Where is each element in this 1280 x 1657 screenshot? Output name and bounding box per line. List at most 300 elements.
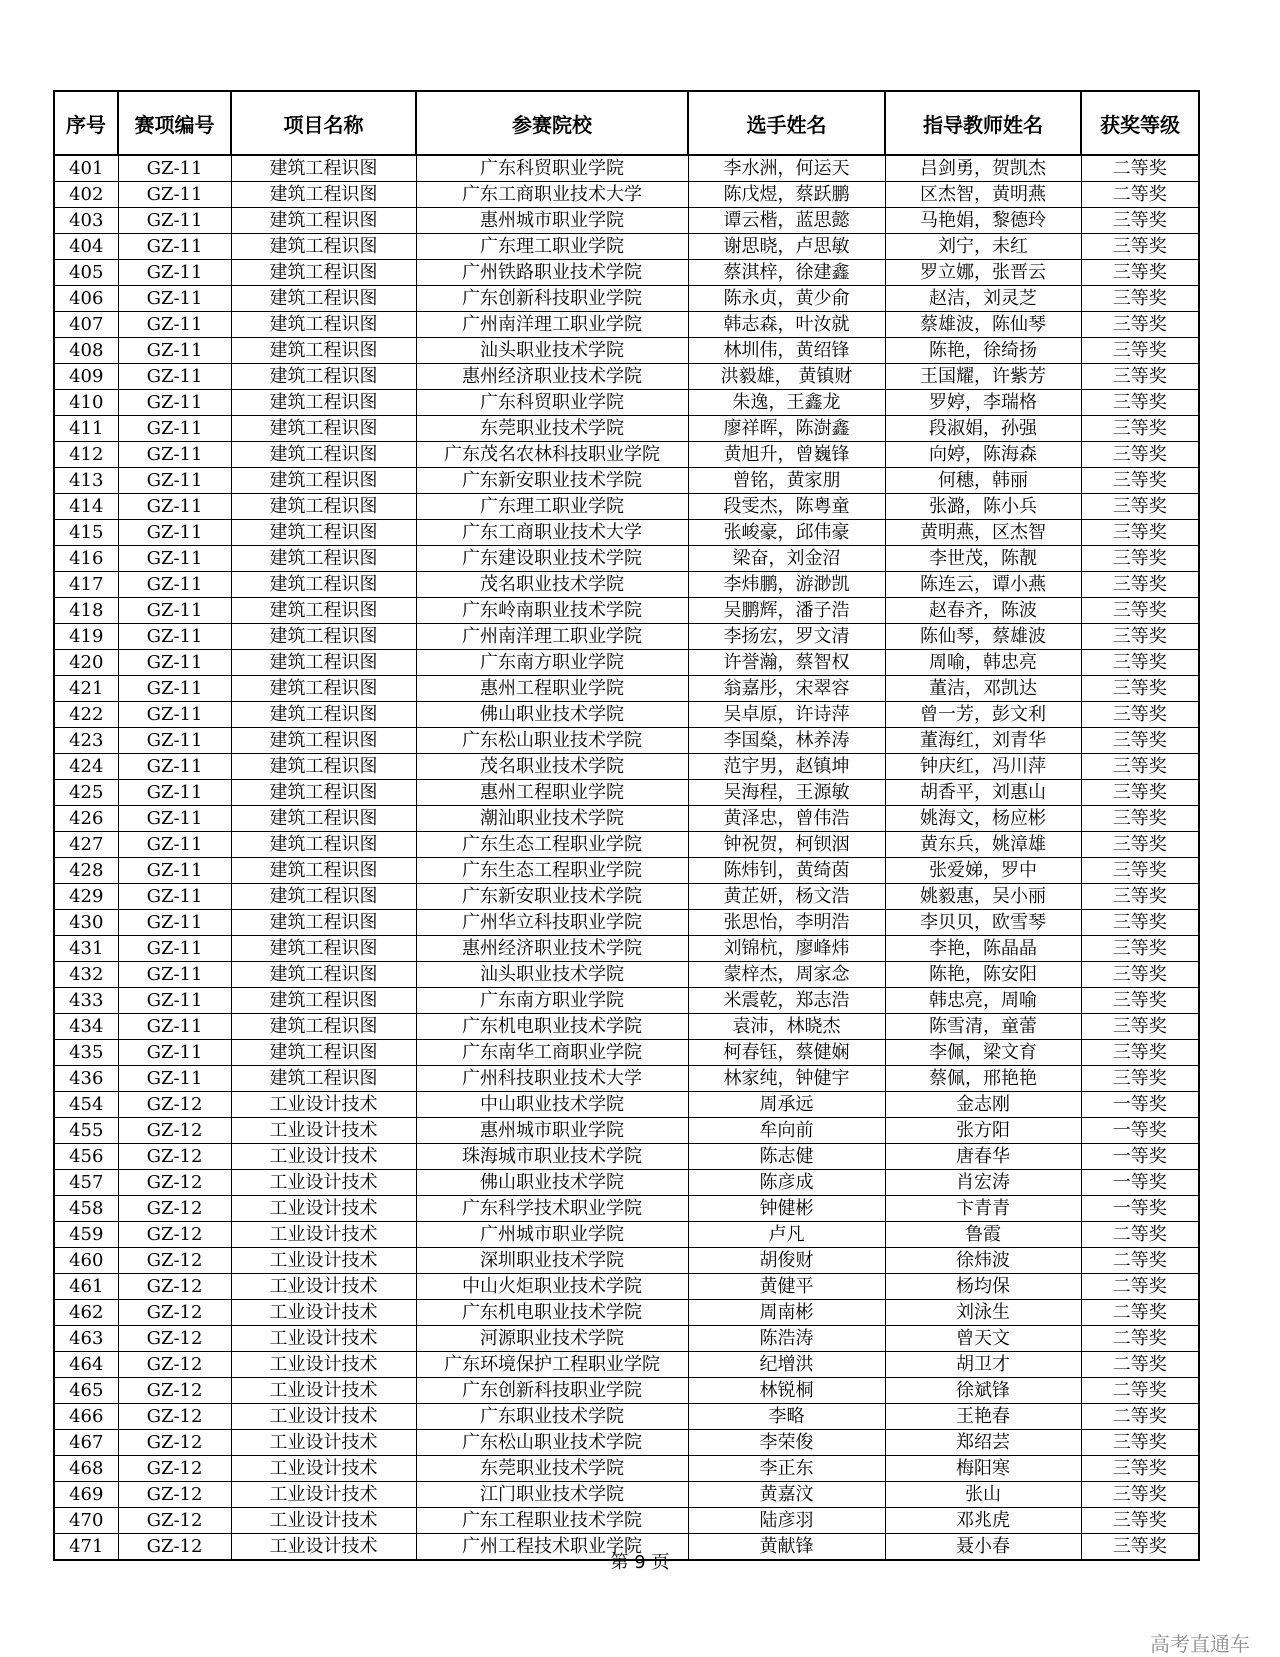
cell-instructor: 张山 bbox=[885, 1482, 1081, 1508]
cell-contestant: 黄嘉汶 bbox=[688, 1482, 885, 1508]
cell-index: 456 bbox=[54, 1144, 118, 1170]
cell-instructor: 姚海文，杨应彬 bbox=[885, 806, 1081, 832]
table-row bbox=[54, 182, 1199, 208]
cell-index: 454 bbox=[54, 1092, 118, 1118]
cell-school: 广东科贸职业学院 bbox=[416, 390, 688, 416]
table-row bbox=[54, 1196, 1199, 1222]
cell-school: 广东新安职业技术学院 bbox=[416, 884, 688, 910]
cell-event-code: GZ-11 bbox=[118, 650, 231, 676]
cell-award-level: 三等奖 bbox=[1081, 988, 1199, 1014]
table-row bbox=[54, 676, 1199, 702]
cell-instructor: 卞青青 bbox=[885, 1196, 1081, 1222]
cell-project-name: 建筑工程识图 bbox=[231, 155, 416, 182]
cell-award-level: 一等奖 bbox=[1081, 1170, 1199, 1196]
cell-project-name: 工业设计技术 bbox=[231, 1170, 416, 1196]
cell-project-name: 建筑工程识图 bbox=[231, 468, 416, 494]
table-row bbox=[54, 312, 1199, 338]
cell-contestant: 牟向前 bbox=[688, 1118, 885, 1144]
table-row bbox=[54, 364, 1199, 390]
cell-index: 413 bbox=[54, 468, 118, 494]
cell-index: 430 bbox=[54, 910, 118, 936]
cell-index: 436 bbox=[54, 1066, 118, 1092]
table-row bbox=[54, 494, 1199, 520]
cell-contestant: 吴鹏辉，潘子浩 bbox=[688, 598, 885, 624]
cell-contestant: 刘锦杭，廖峰炜 bbox=[688, 936, 885, 962]
cell-award-level: 三等奖 bbox=[1081, 702, 1199, 728]
cell-school: 深圳职业技术学院 bbox=[416, 1248, 688, 1274]
cell-index: 414 bbox=[54, 494, 118, 520]
cell-instructor: 金志刚 bbox=[885, 1092, 1081, 1118]
cell-event-code: GZ-11 bbox=[118, 988, 231, 1014]
cell-award-level: 二等奖 bbox=[1081, 182, 1199, 208]
cell-project-name: 建筑工程识图 bbox=[231, 728, 416, 754]
cell-contestant: 谢思晓，卢思敏 bbox=[688, 234, 885, 260]
cell-event-code: GZ-12 bbox=[118, 1378, 231, 1404]
cell-award-level: 三等奖 bbox=[1081, 468, 1199, 494]
table-row bbox=[54, 572, 1199, 598]
table-row bbox=[54, 390, 1199, 416]
cell-event-code: GZ-12 bbox=[118, 1430, 231, 1456]
cell-event-code: GZ-12 bbox=[118, 1300, 231, 1326]
cell-school: 广东科学技术职业学院 bbox=[416, 1196, 688, 1222]
table-row bbox=[54, 1326, 1199, 1352]
cell-event-code: GZ-11 bbox=[118, 1014, 231, 1040]
cell-award-level: 三等奖 bbox=[1081, 520, 1199, 546]
cell-award-level: 一等奖 bbox=[1081, 1196, 1199, 1222]
cell-index: 423 bbox=[54, 728, 118, 754]
cell-school: 茂名职业技术学院 bbox=[416, 754, 688, 780]
cell-award-level: 三等奖 bbox=[1081, 1456, 1199, 1482]
cell-index: 463 bbox=[54, 1326, 118, 1352]
cell-index: 470 bbox=[54, 1508, 118, 1534]
cell-project-name: 工业设计技术 bbox=[231, 1144, 416, 1170]
cell-contestant: 米震乾，郑志浩 bbox=[688, 988, 885, 1014]
cell-instructor: 陈仙琴，蔡雄波 bbox=[885, 624, 1081, 650]
table-row bbox=[54, 1040, 1199, 1066]
cell-project-name: 工业设计技术 bbox=[231, 1508, 416, 1534]
cell-event-code: GZ-12 bbox=[118, 1534, 231, 1561]
cell-contestant: 李炜鹏，游渺凯 bbox=[688, 572, 885, 598]
cell-index: 429 bbox=[54, 884, 118, 910]
cell-contestant: 张思怡，李明浩 bbox=[688, 910, 885, 936]
cell-event-code: GZ-11 bbox=[118, 364, 231, 390]
cell-contestant: 钟祝贺，柯钡洇 bbox=[688, 832, 885, 858]
table-row bbox=[54, 260, 1199, 286]
table-row bbox=[54, 1300, 1199, 1326]
table-row bbox=[54, 1144, 1199, 1170]
cell-instructor: 李佩，梁文育 bbox=[885, 1040, 1081, 1066]
cell-school: 广东工程职业技术学院 bbox=[416, 1508, 688, 1534]
cell-school: 广州科技职业技术大学 bbox=[416, 1066, 688, 1092]
cell-index: 415 bbox=[54, 520, 118, 546]
cell-project-name: 建筑工程识图 bbox=[231, 936, 416, 962]
cell-event-code: GZ-11 bbox=[118, 728, 231, 754]
cell-school: 广东松山职业技术学院 bbox=[416, 1430, 688, 1456]
cell-project-name: 建筑工程识图 bbox=[231, 390, 416, 416]
table-row bbox=[54, 442, 1199, 468]
cell-contestant: 李水洲，何运天 bbox=[688, 155, 885, 182]
table-row bbox=[54, 468, 1199, 494]
cell-instructor: 刘宁，未红 bbox=[885, 234, 1081, 260]
cell-event-code: GZ-11 bbox=[118, 624, 231, 650]
cell-award-level: 三等奖 bbox=[1081, 832, 1199, 858]
cell-project-name: 建筑工程识图 bbox=[231, 676, 416, 702]
cell-instructor: 韩忠亮，周喻 bbox=[885, 988, 1081, 1014]
cell-school: 广东机电职业技术学院 bbox=[416, 1014, 688, 1040]
cell-event-code: GZ-12 bbox=[118, 1404, 231, 1430]
header-school: 参赛院校 bbox=[416, 91, 688, 155]
cell-event-code: GZ-12 bbox=[118, 1508, 231, 1534]
cell-award-level: 三等奖 bbox=[1081, 234, 1199, 260]
cell-instructor: 黄明燕，区杰智 bbox=[885, 520, 1081, 546]
table-row bbox=[54, 1404, 1199, 1430]
cell-index: 434 bbox=[54, 1014, 118, 1040]
cell-award-level: 三等奖 bbox=[1081, 624, 1199, 650]
table-row bbox=[54, 1274, 1199, 1300]
cell-contestant: 廖祥晖，陈澍鑫 bbox=[688, 416, 885, 442]
cell-contestant: 黄健平 bbox=[688, 1274, 885, 1300]
cell-school: 广东南华工商职业学院 bbox=[416, 1040, 688, 1066]
cell-project-name: 建筑工程识图 bbox=[231, 1066, 416, 1092]
table-row bbox=[54, 234, 1199, 260]
cell-contestant: 朱逸，王鑫龙 bbox=[688, 390, 885, 416]
cell-event-code: GZ-11 bbox=[118, 208, 231, 234]
cell-project-name: 工业设计技术 bbox=[231, 1118, 416, 1144]
cell-event-code: GZ-11 bbox=[118, 390, 231, 416]
cell-event-code: GZ-12 bbox=[118, 1326, 231, 1352]
cell-project-name: 建筑工程识图 bbox=[231, 650, 416, 676]
table-row bbox=[54, 1508, 1199, 1534]
cell-award-level: 三等奖 bbox=[1081, 650, 1199, 676]
cell-index: 416 bbox=[54, 546, 118, 572]
table-row bbox=[54, 1248, 1199, 1274]
cell-project-name: 建筑工程识图 bbox=[231, 208, 416, 234]
cell-award-level: 三等奖 bbox=[1081, 286, 1199, 312]
cell-award-level: 三等奖 bbox=[1081, 364, 1199, 390]
cell-school: 广东新安职业技术学院 bbox=[416, 468, 688, 494]
cell-event-code: GZ-11 bbox=[118, 1066, 231, 1092]
cell-instructor: 罗立娜，张晋云 bbox=[885, 260, 1081, 286]
cell-project-name: 建筑工程识图 bbox=[231, 962, 416, 988]
cell-project-name: 工业设计技术 bbox=[231, 1092, 416, 1118]
cell-event-code: GZ-11 bbox=[118, 1040, 231, 1066]
cell-contestant: 翁嘉彤，宋翠容 bbox=[688, 676, 885, 702]
cell-instructor: 罗婷，李瑞格 bbox=[885, 390, 1081, 416]
table-row bbox=[54, 962, 1199, 988]
cell-event-code: GZ-11 bbox=[118, 754, 231, 780]
cell-school: 惠州经济职业技术学院 bbox=[416, 936, 688, 962]
cell-school: 佛山职业技术学院 bbox=[416, 1170, 688, 1196]
cell-school: 广东理工职业学院 bbox=[416, 234, 688, 260]
cell-award-level: 三等奖 bbox=[1081, 910, 1199, 936]
cell-instructor: 徐斌锋 bbox=[885, 1378, 1081, 1404]
cell-contestant: 黄泽忠，曾伟浩 bbox=[688, 806, 885, 832]
cell-index: 455 bbox=[54, 1118, 118, 1144]
cell-project-name: 建筑工程识图 bbox=[231, 572, 416, 598]
cell-contestant: 陈戊煜，蔡跃鹏 bbox=[688, 182, 885, 208]
cell-index: 458 bbox=[54, 1196, 118, 1222]
cell-contestant: 陈彦成 bbox=[688, 1170, 885, 1196]
cell-award-level: 三等奖 bbox=[1081, 936, 1199, 962]
cell-school: 惠州城市职业学院 bbox=[416, 1118, 688, 1144]
cell-event-code: GZ-11 bbox=[118, 182, 231, 208]
cell-index: 433 bbox=[54, 988, 118, 1014]
cell-contestant: 柯春钰，蔡健娴 bbox=[688, 1040, 885, 1066]
table-row bbox=[54, 702, 1199, 728]
cell-award-level: 二等奖 bbox=[1081, 155, 1199, 182]
cell-project-name: 建筑工程识图 bbox=[231, 546, 416, 572]
cell-project-name: 工业设计技术 bbox=[231, 1196, 416, 1222]
cell-index: 420 bbox=[54, 650, 118, 676]
cell-contestant: 蔡淇梓，徐建鑫 bbox=[688, 260, 885, 286]
cell-contestant: 李扬宏，罗文清 bbox=[688, 624, 885, 650]
cell-contestant: 段雯杰，陈粤童 bbox=[688, 494, 885, 520]
cell-school: 广东生态工程职业学院 bbox=[416, 858, 688, 884]
cell-school: 广东职业技术学院 bbox=[416, 1404, 688, 1430]
cell-index: 402 bbox=[54, 182, 118, 208]
table-row bbox=[54, 884, 1199, 910]
cell-instructor: 李艳，陈晶晶 bbox=[885, 936, 1081, 962]
cell-index: 412 bbox=[54, 442, 118, 468]
cell-contestant: 蒙梓杰，周家念 bbox=[688, 962, 885, 988]
cell-contestant: 周承远 bbox=[688, 1092, 885, 1118]
cell-award-level: 三等奖 bbox=[1081, 1066, 1199, 1092]
table-row bbox=[54, 1482, 1199, 1508]
cell-school: 河源职业技术学院 bbox=[416, 1326, 688, 1352]
cell-contestant: 钟健彬 bbox=[688, 1196, 885, 1222]
cell-index: 428 bbox=[54, 858, 118, 884]
cell-award-level: 三等奖 bbox=[1081, 546, 1199, 572]
table-row bbox=[54, 1222, 1199, 1248]
cell-award-level: 三等奖 bbox=[1081, 1430, 1199, 1456]
cell-award-level: 一等奖 bbox=[1081, 1118, 1199, 1144]
cell-contestant: 林锐桐 bbox=[688, 1378, 885, 1404]
cell-project-name: 工业设计技术 bbox=[231, 1430, 416, 1456]
table-body bbox=[54, 155, 1199, 1560]
cell-school: 惠州工程职业学院 bbox=[416, 676, 688, 702]
cell-contestant: 陈浩涛 bbox=[688, 1326, 885, 1352]
cell-award-level: 三等奖 bbox=[1081, 416, 1199, 442]
cell-award-level: 三等奖 bbox=[1081, 390, 1199, 416]
cell-instructor: 李贝贝，欧雪琴 bbox=[885, 910, 1081, 936]
table-row bbox=[54, 338, 1199, 364]
cell-index: 417 bbox=[54, 572, 118, 598]
cell-award-level: 三等奖 bbox=[1081, 1534, 1199, 1561]
table-row bbox=[54, 1352, 1199, 1378]
cell-index: 410 bbox=[54, 390, 118, 416]
table-row bbox=[54, 1378, 1199, 1404]
table-row bbox=[54, 728, 1199, 754]
cell-index: 431 bbox=[54, 936, 118, 962]
cell-instructor: 王国耀，许紫芳 bbox=[885, 364, 1081, 390]
cell-project-name: 工业设计技术 bbox=[231, 1482, 416, 1508]
cell-contestant: 林圳伟，黄绍锋 bbox=[688, 338, 885, 364]
cell-event-code: GZ-11 bbox=[118, 416, 231, 442]
cell-instructor: 徐炜波 bbox=[885, 1248, 1081, 1274]
cell-instructor: 杨均保 bbox=[885, 1274, 1081, 1300]
cell-award-level: 三等奖 bbox=[1081, 442, 1199, 468]
cell-instructor: 梅阳寒 bbox=[885, 1456, 1081, 1482]
cell-contestant: 黄旭升，曾巍锋 bbox=[688, 442, 885, 468]
cell-project-name: 建筑工程识图 bbox=[231, 494, 416, 520]
cell-event-code: GZ-11 bbox=[118, 962, 231, 988]
cell-event-code: GZ-12 bbox=[118, 1222, 231, 1248]
cell-school: 珠海城市职业技术学院 bbox=[416, 1144, 688, 1170]
cell-project-name: 工业设计技术 bbox=[231, 1404, 416, 1430]
cell-event-code: GZ-12 bbox=[118, 1196, 231, 1222]
cell-index: 418 bbox=[54, 598, 118, 624]
table-row bbox=[54, 754, 1199, 780]
cell-contestant: 黄芷妍，杨文浩 bbox=[688, 884, 885, 910]
cell-contestant: 纪增洪 bbox=[688, 1352, 885, 1378]
cell-instructor: 曾一芳，彭文利 bbox=[885, 702, 1081, 728]
cell-instructor: 鲁霞 bbox=[885, 1222, 1081, 1248]
cell-project-name: 建筑工程识图 bbox=[231, 364, 416, 390]
header-contestant: 选手姓名 bbox=[688, 91, 885, 155]
cell-event-code: GZ-12 bbox=[118, 1248, 231, 1274]
cell-event-code: GZ-11 bbox=[118, 312, 231, 338]
cell-award-level: 三等奖 bbox=[1081, 312, 1199, 338]
cell-award-level: 三等奖 bbox=[1081, 260, 1199, 286]
cell-project-name: 建筑工程识图 bbox=[231, 806, 416, 832]
cell-school: 广东生态工程职业学院 bbox=[416, 832, 688, 858]
table-row bbox=[54, 1092, 1199, 1118]
table-row bbox=[54, 832, 1199, 858]
cell-project-name: 建筑工程识图 bbox=[231, 182, 416, 208]
cell-event-code: GZ-11 bbox=[118, 598, 231, 624]
cell-project-name: 建筑工程识图 bbox=[231, 260, 416, 286]
cell-award-level: 三等奖 bbox=[1081, 806, 1199, 832]
cell-award-level: 二等奖 bbox=[1081, 1274, 1199, 1300]
cell-school: 汕头职业技术学院 bbox=[416, 338, 688, 364]
cell-event-code: GZ-11 bbox=[118, 806, 231, 832]
cell-instructor: 姚毅惠，吴小丽 bbox=[885, 884, 1081, 910]
cell-index: 406 bbox=[54, 286, 118, 312]
cell-event-code: GZ-12 bbox=[118, 1274, 231, 1300]
cell-instructor: 郑绍芸 bbox=[885, 1430, 1081, 1456]
cell-index: 408 bbox=[54, 338, 118, 364]
cell-project-name: 建筑工程识图 bbox=[231, 754, 416, 780]
cell-instructor: 王艳春 bbox=[885, 1404, 1081, 1430]
cell-school: 广州南洋理工职业学院 bbox=[416, 312, 688, 338]
cell-index: 422 bbox=[54, 702, 118, 728]
cell-event-code: GZ-11 bbox=[118, 832, 231, 858]
cell-instructor: 曾天文 bbox=[885, 1326, 1081, 1352]
table-row bbox=[54, 624, 1199, 650]
cell-project-name: 建筑工程识图 bbox=[231, 338, 416, 364]
cell-index: 460 bbox=[54, 1248, 118, 1274]
cell-school: 中山职业技术学院 bbox=[416, 1092, 688, 1118]
cell-project-name: 建筑工程识图 bbox=[231, 624, 416, 650]
cell-index: 427 bbox=[54, 832, 118, 858]
header-award-level: 获奖等级 bbox=[1081, 91, 1199, 155]
table-row bbox=[54, 1456, 1199, 1482]
cell-contestant: 梁奋，刘金沼 bbox=[688, 546, 885, 572]
cell-school: 汕头职业技术学院 bbox=[416, 962, 688, 988]
cell-instructor: 马艳娟，黎德玲 bbox=[885, 208, 1081, 234]
cell-event-code: GZ-11 bbox=[118, 260, 231, 286]
table-row bbox=[54, 858, 1199, 884]
cell-school: 佛山职业技术学院 bbox=[416, 702, 688, 728]
table-row bbox=[54, 806, 1199, 832]
cell-contestant: 吴海程，王源敏 bbox=[688, 780, 885, 806]
cell-award-level: 二等奖 bbox=[1081, 1378, 1199, 1404]
table-row bbox=[54, 650, 1199, 676]
cell-school: 广东创新科技职业学院 bbox=[416, 286, 688, 312]
cell-project-name: 建筑工程识图 bbox=[231, 832, 416, 858]
cell-project-name: 建筑工程识图 bbox=[231, 910, 416, 936]
cell-index: 462 bbox=[54, 1300, 118, 1326]
cell-award-level: 二等奖 bbox=[1081, 1222, 1199, 1248]
cell-instructor: 邓兆虎 bbox=[885, 1508, 1081, 1534]
cell-school: 广州华立科技职业学院 bbox=[416, 910, 688, 936]
cell-award-level: 三等奖 bbox=[1081, 208, 1199, 234]
cell-school: 广州工程技术职业学院 bbox=[416, 1534, 688, 1561]
cell-event-code: GZ-11 bbox=[118, 910, 231, 936]
table-row bbox=[54, 1014, 1199, 1040]
table-row bbox=[54, 208, 1199, 234]
table-row bbox=[54, 1430, 1199, 1456]
cell-award-level: 三等奖 bbox=[1081, 754, 1199, 780]
cell-school: 广州南洋理工职业学院 bbox=[416, 624, 688, 650]
cell-event-code: GZ-12 bbox=[118, 1456, 231, 1482]
table-row bbox=[54, 1118, 1199, 1144]
cell-index: 469 bbox=[54, 1482, 118, 1508]
cell-index: 405 bbox=[54, 260, 118, 286]
cell-award-level: 三等奖 bbox=[1081, 858, 1199, 884]
cell-project-name: 工业设计技术 bbox=[231, 1300, 416, 1326]
header-instructor: 指导教师姓名 bbox=[885, 91, 1081, 155]
cell-instructor: 陈雪清，童蕾 bbox=[885, 1014, 1081, 1040]
cell-index: 411 bbox=[54, 416, 118, 442]
cell-contestant: 李荣俊 bbox=[688, 1430, 885, 1456]
cell-instructor: 张爱娣，罗中 bbox=[885, 858, 1081, 884]
cell-instructor: 张方阳 bbox=[885, 1118, 1081, 1144]
cell-school: 惠州经济职业技术学院 bbox=[416, 364, 688, 390]
cell-instructor: 蔡雄波，陈仙琴 bbox=[885, 312, 1081, 338]
cell-school: 惠州工程职业学院 bbox=[416, 780, 688, 806]
cell-index: 467 bbox=[54, 1430, 118, 1456]
cell-event-code: GZ-11 bbox=[118, 520, 231, 546]
cell-index: 464 bbox=[54, 1352, 118, 1378]
cell-index: 426 bbox=[54, 806, 118, 832]
cell-school: 东莞职业技术学院 bbox=[416, 416, 688, 442]
cell-instructor: 唐春华 bbox=[885, 1144, 1081, 1170]
cell-index: 421 bbox=[54, 676, 118, 702]
cell-award-level: 一等奖 bbox=[1081, 1144, 1199, 1170]
cell-school: 广东茂名农林科技职业学院 bbox=[416, 442, 688, 468]
cell-instructor: 董海红，刘青华 bbox=[885, 728, 1081, 754]
cell-school: 广东建设职业技术学院 bbox=[416, 546, 688, 572]
cell-index: 403 bbox=[54, 208, 118, 234]
cell-award-level: 三等奖 bbox=[1081, 338, 1199, 364]
cell-event-code: GZ-11 bbox=[118, 702, 231, 728]
cell-index: 424 bbox=[54, 754, 118, 780]
cell-award-level: 二等奖 bbox=[1081, 1326, 1199, 1352]
cell-school: 广东机电职业技术学院 bbox=[416, 1300, 688, 1326]
cell-instructor: 赵洁，刘灵芝 bbox=[885, 286, 1081, 312]
cell-school: 茂名职业技术学院 bbox=[416, 572, 688, 598]
cell-school: 东莞职业技术学院 bbox=[416, 1456, 688, 1482]
cell-instructor: 钟庆红，冯川萍 bbox=[885, 754, 1081, 780]
cell-index: 471 bbox=[54, 1534, 118, 1561]
cell-school: 惠州城市职业学院 bbox=[416, 208, 688, 234]
cell-contestant: 曾铭，黄家朋 bbox=[688, 468, 885, 494]
cell-school: 广东环境保护工程职业学院 bbox=[416, 1352, 688, 1378]
cell-index: 435 bbox=[54, 1040, 118, 1066]
cell-award-level: 二等奖 bbox=[1081, 1300, 1199, 1326]
table-row bbox=[54, 546, 1199, 572]
